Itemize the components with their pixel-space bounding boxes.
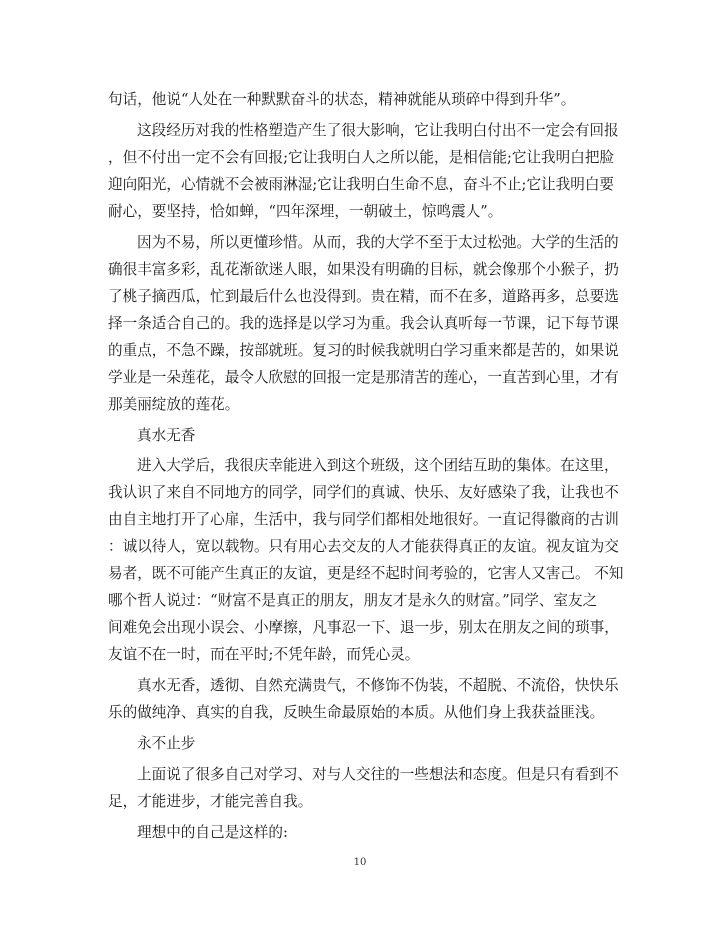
- body-line: 理想中的自己是这样的:: [137, 824, 288, 841]
- body-line: 乐的做纯净、真实的自我，反映生命最原始的本质。从他们身上我获益匪浅。: [108, 704, 605, 721]
- body-line: 由自主地打开了心扉，生活中，我与同学们都相处地很好。一直记得徽商的古训: [108, 511, 619, 528]
- body-line: 了桃子摘西瓜，忙到最后什么也没得到。贵在精，而不在多，道路再多，总要选: [108, 288, 619, 305]
- body-line: 我认识了来自不同地方的同学，同学们的真诚、快乐、友好感染了我，让我也不: [108, 484, 619, 501]
- body-line: 迎向阳光，心情就不会被雨淋湿;它让我明白生命不息，奋斗不止;它让我明白要: [108, 176, 615, 193]
- body-line: 进入大学后，我很庆幸能进入到这个班级，这个团结互助的集体。在这里，: [137, 457, 619, 474]
- page-number: 10: [353, 857, 367, 868]
- body-line: 句话，他说“人处在一种默默奋斗的状态，精神就能从琐碎中得到升华”。: [108, 91, 576, 108]
- body-line: 上面说了很多自己对学习、对与人交往的一些想法和态度。但是只有看到不: [137, 766, 619, 783]
- section-heading: 永不止步: [137, 735, 196, 752]
- body-line: 那美丽绽放的莲花。: [108, 396, 240, 413]
- body-line: 耐心，要坚持，恰如蝉，“四年深埋，一朝破土，惊鸣震人”。: [108, 203, 503, 220]
- body-line: 确很丰富多彩，乱花渐欲迷人眼，如果没有明确的目标，就会像那个小猴子，扔: [108, 261, 619, 278]
- body-line: 这段经历对我的性格塑造产生了很大影响，它让我明白付出不一定会有回报: [137, 122, 619, 139]
- body-line: ，但不付出一定不会有回报;它让我明白人之所以能，是相信能;它让我明白把脸: [108, 149, 615, 166]
- section-heading: 真水无香: [137, 427, 196, 444]
- body-line: 哪个哲人说过：“财富不是真正的朋友，朋友才是永久的财富。”同学、室友之: [108, 592, 598, 609]
- body-line: 的重点，不急不躁，按部就班。复习的时候我就明白学习重来都是苦的，如果说: [108, 342, 619, 359]
- body-line: 间难免会出现小误会、小摩擦，凡事忍一下、退一步，别太在朋友之间的琐事，: [108, 619, 619, 636]
- body-line: 择一条适合自己的。我的选择是以学习为重。我会认真听每一节课，记下每节课: [108, 315, 619, 332]
- body-line: 友谊不在一时，而在平时;不凭年龄，而凭心灵。: [108, 646, 420, 663]
- body-line: 学业是一朵莲花，最令人欣慰的回报一定是那清苦的莲心，一直苦到心里，才有: [108, 369, 619, 386]
- body-line: 真水无香，透彻、自然充满贵气，不修饰不伪装，不超脱、不流俗，快快乐: [137, 677, 619, 694]
- body-line: 易者，既不可能产生真正的友谊，更是经不起时间考验的，它害人又害己。 不知: [108, 565, 624, 582]
- body-line: 因为不易，所以更懂珍惜。从而，我的大学不至于太过松弛。大学的生活的: [137, 234, 619, 251]
- body-line: ：诚以待人，宽以载物。只有用心去交友的人才能获得真正的友谊。视友谊为交: [108, 538, 619, 555]
- body-line: 足，才能进步，才能完善自我。: [108, 793, 313, 810]
